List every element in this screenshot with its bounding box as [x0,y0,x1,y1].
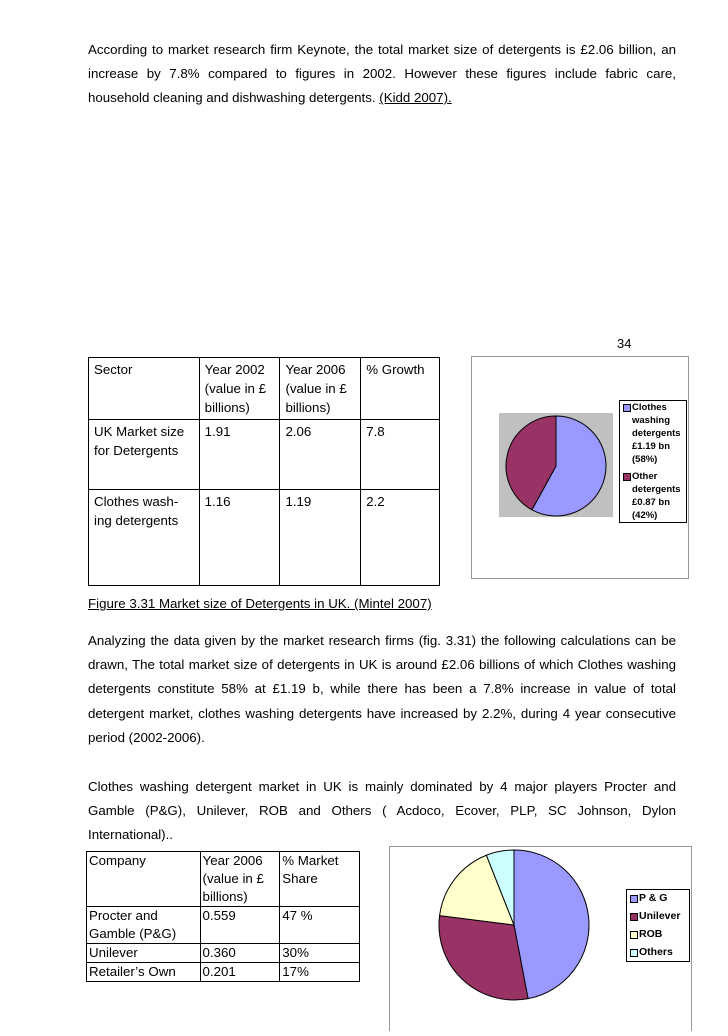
table-cell: 1.16 [199,490,280,586]
legend-swatch [630,949,638,957]
figure-caption: Figure 3.31 Market size of Detergents in UK. (Mintel 2007) [88,596,432,611]
chart-legend [619,400,687,523]
legend-item [627,892,689,905]
header-cell: Sector [89,358,200,420]
header-cell: % Growth [361,358,440,420]
players-text: Clothes washing detergent market in UK is mainly dominated by 4 major players Procter and Gamble (P&G), Unilever, ROB and Others ( Acdoco, Ecover, PLP, SC Johnson, Dylon International).. [88,779,676,843]
intro-paragraph [88,38,676,111]
table-header-row [89,358,440,420]
pie-slice [439,916,528,1000]
legend-item [627,946,689,959]
legend-label: Others [639,946,673,958]
intro-citation: (Kidd 2007). [379,90,452,106]
header-cell: Year 2002 (value in £ billions) [199,358,280,420]
table-cell: Unilever [87,944,201,963]
pie-slice [514,850,589,999]
table-row [87,944,360,963]
legend-item [620,401,686,466]
company-share-table [86,851,360,982]
sector-table [88,357,440,586]
table-cell: Retailer’s Own [87,963,201,982]
table-cell: 0.360 [200,944,280,963]
table-cell: 0.559 [200,907,280,944]
legend-label: P & G [639,892,668,904]
legend-label: Other detergents £0.87 bn (42%) [632,471,681,521]
analysis-paragraph [88,629,676,750]
table-row [87,907,360,944]
table-cell: Clothes wash-ing detergents [89,490,200,586]
company-share-pie-chart [389,846,692,1031]
legend-swatch [623,473,631,481]
legend-item [620,470,686,522]
table-header-row [87,852,360,907]
players-paragraph [88,775,676,848]
legend-item [627,928,689,941]
table-row [89,490,440,586]
table-cell: 30% [280,944,360,963]
legend-label: Unilever [639,910,681,922]
table-cell: 7.8 [361,420,440,490]
table-cell: UK Market size for Detergents [89,420,200,490]
detergent-share-pie-chart [471,356,689,579]
legend-swatch [630,895,638,903]
header-cell: % Market Share [280,852,360,907]
header-cell: Year 2006 (value in £ billions) [200,852,280,907]
legend-swatch [630,913,638,921]
page-number: 34 [617,336,632,351]
table-cell: 17% [280,963,360,982]
header-cell: Company [87,852,201,907]
table-cell: 47 % [280,907,360,944]
table-row [89,420,440,490]
table-cell: Procter and Gamble (P&G) [87,907,201,944]
header-cell: Year 2006 (value in £ billions) [280,358,361,420]
legend-swatch [623,404,631,412]
table-cell: 2.06 [280,420,361,490]
table-cell: 1.91 [199,420,280,490]
chart-legend [626,889,690,962]
legend-item [627,910,689,923]
table-cell: 1.19 [280,490,361,586]
legend-label: ROB [639,928,663,940]
table-cell: 2.2 [361,490,440,586]
legend-swatch [630,931,638,939]
intro-text: According to market research firm Keynote, the total market size of detergents is £2.06 billion, an increase by 7.8% compared to figures in 2002. However these figures include fabric care, household cleaning and dishwashing detergents. [88,42,676,106]
analysis-text: Analyzing the data given by the market research firms (fig. 3.31) the following calculations can be drawn, The total market size of detergents in UK is around £2.06 billions of which Clothes washing detergents constitute 58% at £1.19 b, while there has been a 7.8% increase in value of total detergent market, clothes washing detergents have increased by 2.2%, during 4 year consecutive period (2002-2006). [88,633,676,745]
table-row [87,963,360,982]
legend-label: Clothes washing detergents £1.19 bn (58%) [632,402,681,465]
table-cell: 0.201 [200,963,280,982]
